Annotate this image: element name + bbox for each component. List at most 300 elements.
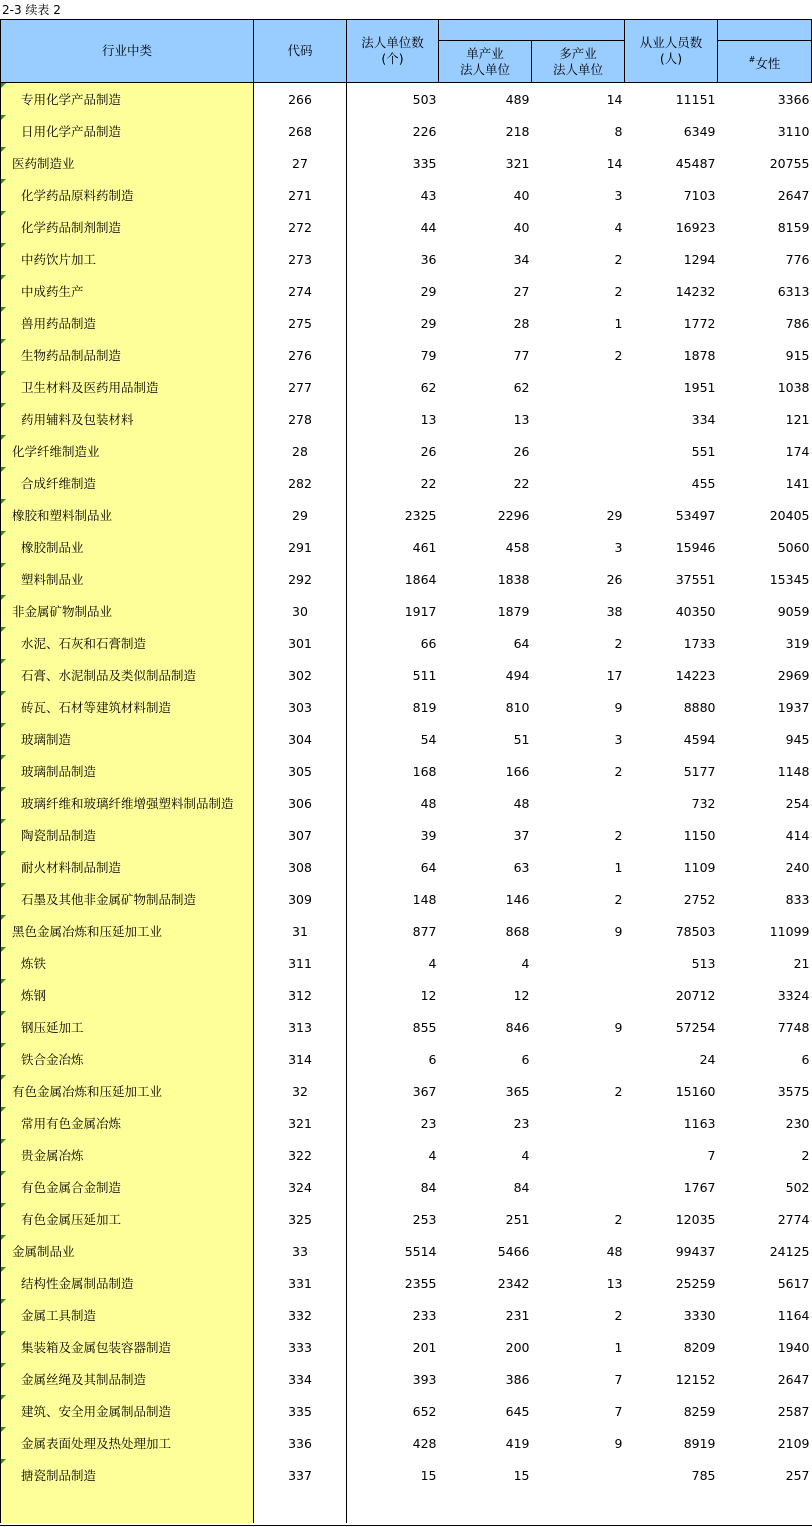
legal-units-cell: 393 bbox=[412, 1371, 437, 1387]
code-cell: 30 bbox=[254, 595, 347, 627]
single-industry-cell: 810 bbox=[505, 699, 530, 715]
employees-cell: 1878 bbox=[683, 347, 716, 363]
employees-cell: 4594 bbox=[683, 731, 716, 747]
table-row bbox=[1, 1075, 812, 1107]
female-cell: 11099 bbox=[769, 923, 810, 939]
legal-units-cell: 79 bbox=[420, 347, 437, 363]
employees-cell: 455 bbox=[691, 475, 716, 491]
employees-cell: 1951 bbox=[683, 379, 716, 395]
legal-units-cell: 6 bbox=[428, 1051, 437, 1067]
female-cell: 414 bbox=[785, 827, 810, 843]
single-industry-cell: 2342 bbox=[497, 1275, 530, 1291]
industry-name: 有色金属压延加工 bbox=[21, 1212, 122, 1227]
multi-industry-cell: 14 bbox=[606, 91, 623, 107]
multi-industry-cell: 9 bbox=[614, 1435, 623, 1451]
single-industry-cell: 6 bbox=[521, 1051, 530, 1067]
legal-units-cell: 4 bbox=[428, 955, 437, 971]
industry-name: 黑色金属冶炼和压延加工业 bbox=[12, 924, 163, 939]
single-industry-cell: 200 bbox=[505, 1339, 530, 1355]
industry-name-cell bbox=[1, 275, 254, 307]
female-cell: 24125 bbox=[769, 1243, 810, 1259]
single-industry-cell: 28 bbox=[513, 315, 530, 331]
legal-units-cell: 877 bbox=[412, 923, 437, 939]
single-industry-cell: 23 bbox=[513, 1115, 530, 1131]
industry-name-cell bbox=[1, 1299, 254, 1331]
code-cell: 312 bbox=[254, 979, 347, 1011]
table-row bbox=[1, 1363, 812, 1395]
table-row bbox=[1, 467, 812, 499]
table-row bbox=[1, 563, 812, 595]
multi-industry-cell: 9 bbox=[614, 1019, 623, 1035]
employees-cell: 16923 bbox=[675, 219, 716, 235]
code-cell: 324 bbox=[254, 1171, 347, 1203]
industry-name-cell bbox=[1, 819, 254, 851]
female-cell: 786 bbox=[785, 315, 810, 331]
multi-industry-cell: 7 bbox=[614, 1371, 623, 1387]
employees-cell: 551 bbox=[691, 443, 716, 459]
table-row bbox=[1, 211, 812, 243]
single-industry-cell: 494 bbox=[505, 667, 530, 683]
single-industry-cell: 231 bbox=[505, 1307, 530, 1323]
multi-industry-cell: 2 bbox=[614, 827, 623, 843]
industry-name: 耐火材料制品制造 bbox=[21, 860, 122, 875]
industry-name-cell bbox=[1, 915, 254, 947]
code-cell: 333 bbox=[254, 1331, 347, 1363]
single-industry-cell: 489 bbox=[505, 91, 530, 107]
legal-units-cell: 4 bbox=[428, 1147, 437, 1163]
table-row bbox=[1, 275, 812, 307]
multi-industry-cell bbox=[532, 371, 625, 403]
female-cell: 15345 bbox=[769, 571, 810, 587]
table-row bbox=[1, 1427, 812, 1459]
employees-cell: 8259 bbox=[683, 1403, 716, 1419]
employees-cell: 8209 bbox=[683, 1339, 716, 1355]
industry-name-cell bbox=[1, 179, 254, 211]
header-employees: 从业人员数 (人) bbox=[625, 20, 718, 83]
female-cell: 3324 bbox=[777, 987, 810, 1003]
table-row bbox=[1, 1331, 812, 1363]
header-industry: 行业中类 bbox=[1, 20, 254, 83]
table-row bbox=[1, 499, 812, 531]
code-cell: 335 bbox=[254, 1395, 347, 1427]
legal-units-cell: 335 bbox=[412, 155, 437, 171]
multi-industry-cell: 1 bbox=[614, 859, 623, 875]
industry-name: 玻璃制造 bbox=[21, 732, 72, 747]
employees-cell: 53497 bbox=[675, 507, 716, 523]
code-cell: 274 bbox=[254, 275, 347, 307]
female-cell: 254 bbox=[785, 795, 810, 811]
header-blank-right bbox=[718, 20, 812, 41]
employees-cell: 2752 bbox=[683, 891, 716, 907]
table-row bbox=[1, 627, 812, 659]
female-cell: 121 bbox=[785, 411, 810, 427]
multi-industry-cell: 26 bbox=[606, 571, 623, 587]
employees-cell: 20712 bbox=[675, 987, 716, 1003]
table-row bbox=[1, 1203, 812, 1235]
industry-name-cell bbox=[1, 403, 254, 435]
employees-cell: 1109 bbox=[683, 859, 716, 875]
industry-name-cell bbox=[1, 83, 254, 116]
industry-name-cell bbox=[1, 1107, 254, 1139]
table-row bbox=[1, 1011, 812, 1043]
legal-units-cell: 39 bbox=[420, 827, 437, 843]
code-cell: 307 bbox=[254, 819, 347, 851]
industry-name-cell bbox=[1, 1235, 254, 1267]
multi-industry-cell bbox=[532, 1107, 625, 1139]
code-cell: 322 bbox=[254, 1139, 347, 1171]
multi-industry-cell bbox=[532, 403, 625, 435]
single-industry-cell: 2296 bbox=[497, 507, 530, 523]
multi-industry-cell: 3 bbox=[614, 731, 623, 747]
industry-name-cell bbox=[1, 531, 254, 563]
single-industry-cell: 77 bbox=[513, 347, 530, 363]
table-row bbox=[1, 979, 812, 1011]
single-industry-cell: 386 bbox=[505, 1371, 530, 1387]
multi-industry-cell bbox=[532, 435, 625, 467]
code-cell: 325 bbox=[254, 1203, 347, 1235]
code-cell: 29 bbox=[254, 499, 347, 531]
industry-name-cell bbox=[1, 755, 254, 787]
female-cell: 7748 bbox=[777, 1019, 810, 1035]
female-cell: 174 bbox=[785, 443, 810, 459]
code-cell: 309 bbox=[254, 883, 347, 915]
employees-cell: 78503 bbox=[675, 923, 716, 939]
industry-name: 钢压延加工 bbox=[21, 1020, 84, 1035]
industry-name: 化学纤维制造业 bbox=[12, 444, 100, 459]
single-industry-cell: 84 bbox=[513, 1179, 530, 1195]
statistics-table bbox=[0, 19, 812, 1523]
industry-name: 常用有色金属冶炼 bbox=[21, 1116, 122, 1131]
female-cell: 8159 bbox=[777, 219, 810, 235]
employees-cell: 40350 bbox=[675, 603, 716, 619]
legal-units-cell: 855 bbox=[412, 1019, 437, 1035]
industry-name-cell bbox=[1, 691, 254, 723]
single-industry-cell: 22 bbox=[513, 475, 530, 491]
industry-name: 金属工具制造 bbox=[21, 1308, 97, 1323]
multi-industry-cell: 1 bbox=[614, 315, 623, 331]
single-industry-cell: 34 bbox=[513, 251, 530, 267]
legal-units-cell: 367 bbox=[412, 1083, 437, 1099]
empty-cell bbox=[347, 1491, 439, 1523]
female-cell: 502 bbox=[785, 1179, 810, 1195]
table-row bbox=[1, 371, 812, 403]
industry-name-cell bbox=[1, 115, 254, 147]
female-cell: 833 bbox=[785, 891, 810, 907]
multi-industry-cell: 9 bbox=[614, 699, 623, 715]
industry-name-cell bbox=[1, 1139, 254, 1171]
industry-name: 中药饮片加工 bbox=[21, 252, 97, 267]
code-cell: 268 bbox=[254, 115, 347, 147]
legal-units-cell: 13 bbox=[420, 411, 437, 427]
female-cell: 915 bbox=[785, 347, 810, 363]
empty-cell bbox=[254, 1491, 347, 1523]
multi-industry-cell bbox=[532, 979, 625, 1011]
single-industry-cell: 62 bbox=[513, 379, 530, 395]
legal-units-cell: 54 bbox=[420, 731, 437, 747]
multi-industry-cell: 1 bbox=[614, 1339, 623, 1355]
legal-units-cell: 84 bbox=[420, 1179, 437, 1195]
industry-name: 专用化学产品制造 bbox=[21, 92, 122, 107]
single-industry-cell: 4 bbox=[521, 1147, 530, 1163]
code-cell: 278 bbox=[254, 403, 347, 435]
code-cell: 31 bbox=[254, 915, 347, 947]
industry-name: 橡胶制品业 bbox=[21, 540, 84, 555]
code-cell: 302 bbox=[254, 659, 347, 691]
single-industry-cell: 321 bbox=[505, 155, 530, 171]
industry-name: 建筑、安全用金属制品制造 bbox=[21, 1404, 172, 1419]
industry-name-cell bbox=[1, 1459, 254, 1491]
multi-industry-cell bbox=[532, 1171, 625, 1203]
code-cell: 305 bbox=[254, 755, 347, 787]
legal-units-cell: 36 bbox=[420, 251, 437, 267]
industry-name: 铁合金冶炼 bbox=[21, 1052, 84, 1067]
female-mark: # bbox=[748, 54, 756, 64]
code-cell: 336 bbox=[254, 1427, 347, 1459]
code-cell: 334 bbox=[254, 1363, 347, 1395]
industry-name: 合成纤维制造 bbox=[21, 476, 97, 491]
legal-units-cell: 1917 bbox=[404, 603, 437, 619]
industry-name: 贵金属冶炼 bbox=[21, 1148, 84, 1163]
code-cell: 276 bbox=[254, 339, 347, 371]
single-industry-cell: 51 bbox=[513, 731, 530, 747]
employees-cell: 12035 bbox=[675, 1211, 716, 1227]
legal-units-cell: 1864 bbox=[404, 571, 437, 587]
female-cell: 2969 bbox=[777, 667, 810, 683]
table-row bbox=[1, 947, 812, 979]
code-cell: 304 bbox=[254, 723, 347, 755]
code-cell: 273 bbox=[254, 243, 347, 275]
table-row bbox=[1, 435, 812, 467]
single-industry-cell: 645 bbox=[505, 1403, 530, 1419]
multi-industry-cell: 7 bbox=[614, 1403, 623, 1419]
multi-industry-cell: 2 bbox=[614, 1211, 623, 1227]
single-industry-cell: 5466 bbox=[497, 1243, 530, 1259]
single-industry-cell: 166 bbox=[505, 763, 530, 779]
industry-name-cell bbox=[1, 243, 254, 275]
female-cell: 240 bbox=[785, 859, 810, 875]
industry-name-cell bbox=[1, 339, 254, 371]
table-row bbox=[1, 83, 812, 116]
industry-name: 砖瓦、石材等建筑材料制造 bbox=[21, 700, 172, 715]
single-industry-cell: 12 bbox=[513, 987, 530, 1003]
table-row bbox=[1, 787, 812, 819]
code-cell: 314 bbox=[254, 1043, 347, 1075]
employees-cell: 8919 bbox=[683, 1435, 716, 1451]
legal-units-cell: 44 bbox=[420, 219, 437, 235]
empty-row bbox=[1, 1491, 812, 1523]
single-industry-cell: 27 bbox=[513, 283, 530, 299]
empty-cell bbox=[718, 1491, 812, 1523]
code-cell: 308 bbox=[254, 851, 347, 883]
employees-cell: 7 bbox=[707, 1147, 716, 1163]
empty-cell bbox=[625, 1491, 718, 1523]
employees-cell: 15946 bbox=[675, 539, 716, 555]
legal-units-cell: 148 bbox=[412, 891, 437, 907]
industry-name-cell bbox=[1, 211, 254, 243]
legal-units-cell: 2325 bbox=[404, 507, 437, 523]
employees-cell: 334 bbox=[691, 411, 716, 427]
multi-industry-cell: 3 bbox=[614, 187, 623, 203]
legal-units-cell: 48 bbox=[420, 795, 437, 811]
code-cell: 282 bbox=[254, 467, 347, 499]
female-cell: 945 bbox=[785, 731, 810, 747]
table-row bbox=[1, 531, 812, 563]
industry-name-cell bbox=[1, 1395, 254, 1427]
employees-cell: 14232 bbox=[675, 283, 716, 299]
table-row bbox=[1, 755, 812, 787]
female-cell: 1038 bbox=[777, 379, 810, 395]
female-cell: 5060 bbox=[777, 539, 810, 555]
table-row bbox=[1, 595, 812, 627]
multi-industry-cell bbox=[532, 1459, 625, 1491]
single-industry-cell: 218 bbox=[505, 123, 530, 139]
female-cell: 3575 bbox=[777, 1083, 810, 1099]
table-row bbox=[1, 883, 812, 915]
header-female bbox=[718, 41, 812, 83]
employees-cell: 57254 bbox=[675, 1019, 716, 1035]
industry-name-cell bbox=[1, 659, 254, 691]
industry-name-cell bbox=[1, 1363, 254, 1395]
table-row bbox=[1, 115, 812, 147]
industry-name: 橡胶和塑料制品业 bbox=[12, 508, 113, 523]
table-row bbox=[1, 1395, 812, 1427]
legal-units-cell: 511 bbox=[412, 667, 437, 683]
code-cell: 311 bbox=[254, 947, 347, 979]
table-row bbox=[1, 851, 812, 883]
single-industry-cell: 846 bbox=[505, 1019, 530, 1035]
legal-units-cell: 253 bbox=[412, 1211, 437, 1227]
header-code: 代码 bbox=[254, 20, 347, 83]
female-cell: 2774 bbox=[777, 1211, 810, 1227]
industry-name-cell bbox=[1, 499, 254, 531]
industry-name: 化学药品原料药制造 bbox=[21, 188, 134, 203]
industry-name-cell bbox=[1, 307, 254, 339]
legal-units-cell: 168 bbox=[412, 763, 437, 779]
legal-units-cell: 461 bbox=[412, 539, 437, 555]
single-industry-cell: 1879 bbox=[497, 603, 530, 619]
industry-name: 搪瓷制品制造 bbox=[21, 1468, 97, 1483]
female-cell: 1940 bbox=[777, 1339, 810, 1355]
table-row bbox=[1, 1171, 812, 1203]
employees-cell: 8880 bbox=[683, 699, 716, 715]
industry-name-cell bbox=[1, 1171, 254, 1203]
legal-units-cell: 503 bbox=[412, 91, 437, 107]
industry-name: 石膏、水泥制品及类似制品制造 bbox=[21, 668, 197, 683]
legal-units-cell: 12 bbox=[420, 987, 437, 1003]
female-cell: 319 bbox=[785, 635, 810, 651]
multi-industry-cell: 4 bbox=[614, 219, 623, 235]
female-cell: 20405 bbox=[769, 507, 810, 523]
code-cell: 301 bbox=[254, 627, 347, 659]
table-row bbox=[1, 691, 812, 723]
multi-industry-cell: 13 bbox=[606, 1275, 623, 1291]
legal-units-cell: 15 bbox=[420, 1467, 437, 1483]
industry-name: 医药制造业 bbox=[12, 156, 75, 171]
employees-cell: 37551 bbox=[675, 571, 716, 587]
header-female-label: 女性 bbox=[755, 55, 781, 71]
industry-name: 玻璃纤维和玻璃纤维增强塑料制品制造 bbox=[21, 796, 234, 811]
table-row bbox=[1, 915, 812, 947]
single-industry-cell: 4 bbox=[521, 955, 530, 971]
single-industry-cell: 63 bbox=[513, 859, 530, 875]
table-bottom-border bbox=[0, 1525, 812, 1526]
employees-cell: 3330 bbox=[683, 1307, 716, 1323]
industry-name: 非金属矿物制品业 bbox=[12, 604, 113, 619]
employees-cell: 11151 bbox=[675, 91, 716, 107]
multi-industry-cell bbox=[532, 787, 625, 819]
employees-cell: 25259 bbox=[675, 1275, 716, 1291]
industry-name-cell bbox=[1, 147, 254, 179]
employees-cell: 732 bbox=[691, 795, 716, 811]
single-industry-cell: 15 bbox=[513, 1467, 530, 1483]
female-cell: 21 bbox=[793, 955, 810, 971]
code-cell: 321 bbox=[254, 1107, 347, 1139]
table-row bbox=[1, 179, 812, 211]
code-cell: 266 bbox=[254, 83, 347, 116]
female-cell: 2 bbox=[801, 1147, 810, 1163]
legal-units-cell: 22 bbox=[420, 475, 437, 491]
multi-industry-cell: 2 bbox=[614, 283, 623, 299]
female-cell: 3366 bbox=[777, 91, 810, 107]
industry-name: 中成药生产 bbox=[21, 284, 84, 299]
table-row bbox=[1, 1107, 812, 1139]
legal-units-cell: 64 bbox=[420, 859, 437, 875]
single-industry-cell: 251 bbox=[505, 1211, 530, 1227]
legal-units-cell: 226 bbox=[412, 123, 437, 139]
multi-industry-cell: 38 bbox=[606, 603, 623, 619]
legal-units-cell: 62 bbox=[420, 379, 437, 395]
code-cell: 331 bbox=[254, 1267, 347, 1299]
single-industry-cell: 458 bbox=[505, 539, 530, 555]
industry-name-cell bbox=[1, 1043, 254, 1075]
single-industry-cell: 365 bbox=[505, 1083, 530, 1099]
table-row bbox=[1, 723, 812, 755]
industry-name-cell bbox=[1, 627, 254, 659]
table-row bbox=[1, 1267, 812, 1299]
female-cell: 2109 bbox=[777, 1435, 810, 1451]
table-row bbox=[1, 1235, 812, 1267]
female-cell: 2647 bbox=[777, 187, 810, 203]
legal-units-cell: 66 bbox=[420, 635, 437, 651]
employees-cell: 1163 bbox=[683, 1115, 716, 1131]
industry-name-cell bbox=[1, 595, 254, 627]
code-cell: 275 bbox=[254, 307, 347, 339]
industry-name: 炼铁 bbox=[21, 956, 47, 971]
code-cell: 313 bbox=[254, 1011, 347, 1043]
code-cell: 272 bbox=[254, 211, 347, 243]
female-cell: 2587 bbox=[777, 1403, 810, 1419]
code-cell: 28 bbox=[254, 435, 347, 467]
industry-name-cell bbox=[1, 723, 254, 755]
code-cell: 33 bbox=[254, 1235, 347, 1267]
empty-cell bbox=[439, 1491, 532, 1523]
multi-industry-cell: 2 bbox=[614, 635, 623, 651]
header-blank bbox=[439, 20, 625, 41]
table-row bbox=[1, 339, 812, 371]
table-row bbox=[1, 307, 812, 339]
legal-units-cell: 233 bbox=[412, 1307, 437, 1323]
single-industry-cell: 868 bbox=[505, 923, 530, 939]
multi-industry-cell bbox=[532, 1139, 625, 1171]
industry-name-cell bbox=[1, 563, 254, 595]
code-cell: 291 bbox=[254, 531, 347, 563]
employees-cell: 45487 bbox=[675, 155, 716, 171]
female-cell: 1164 bbox=[777, 1307, 810, 1323]
female-cell: 6 bbox=[801, 1051, 810, 1067]
employees-cell: 99437 bbox=[675, 1243, 716, 1259]
multi-industry-cell: 2 bbox=[614, 347, 623, 363]
industry-name: 生物药品制品制造 bbox=[21, 348, 122, 363]
